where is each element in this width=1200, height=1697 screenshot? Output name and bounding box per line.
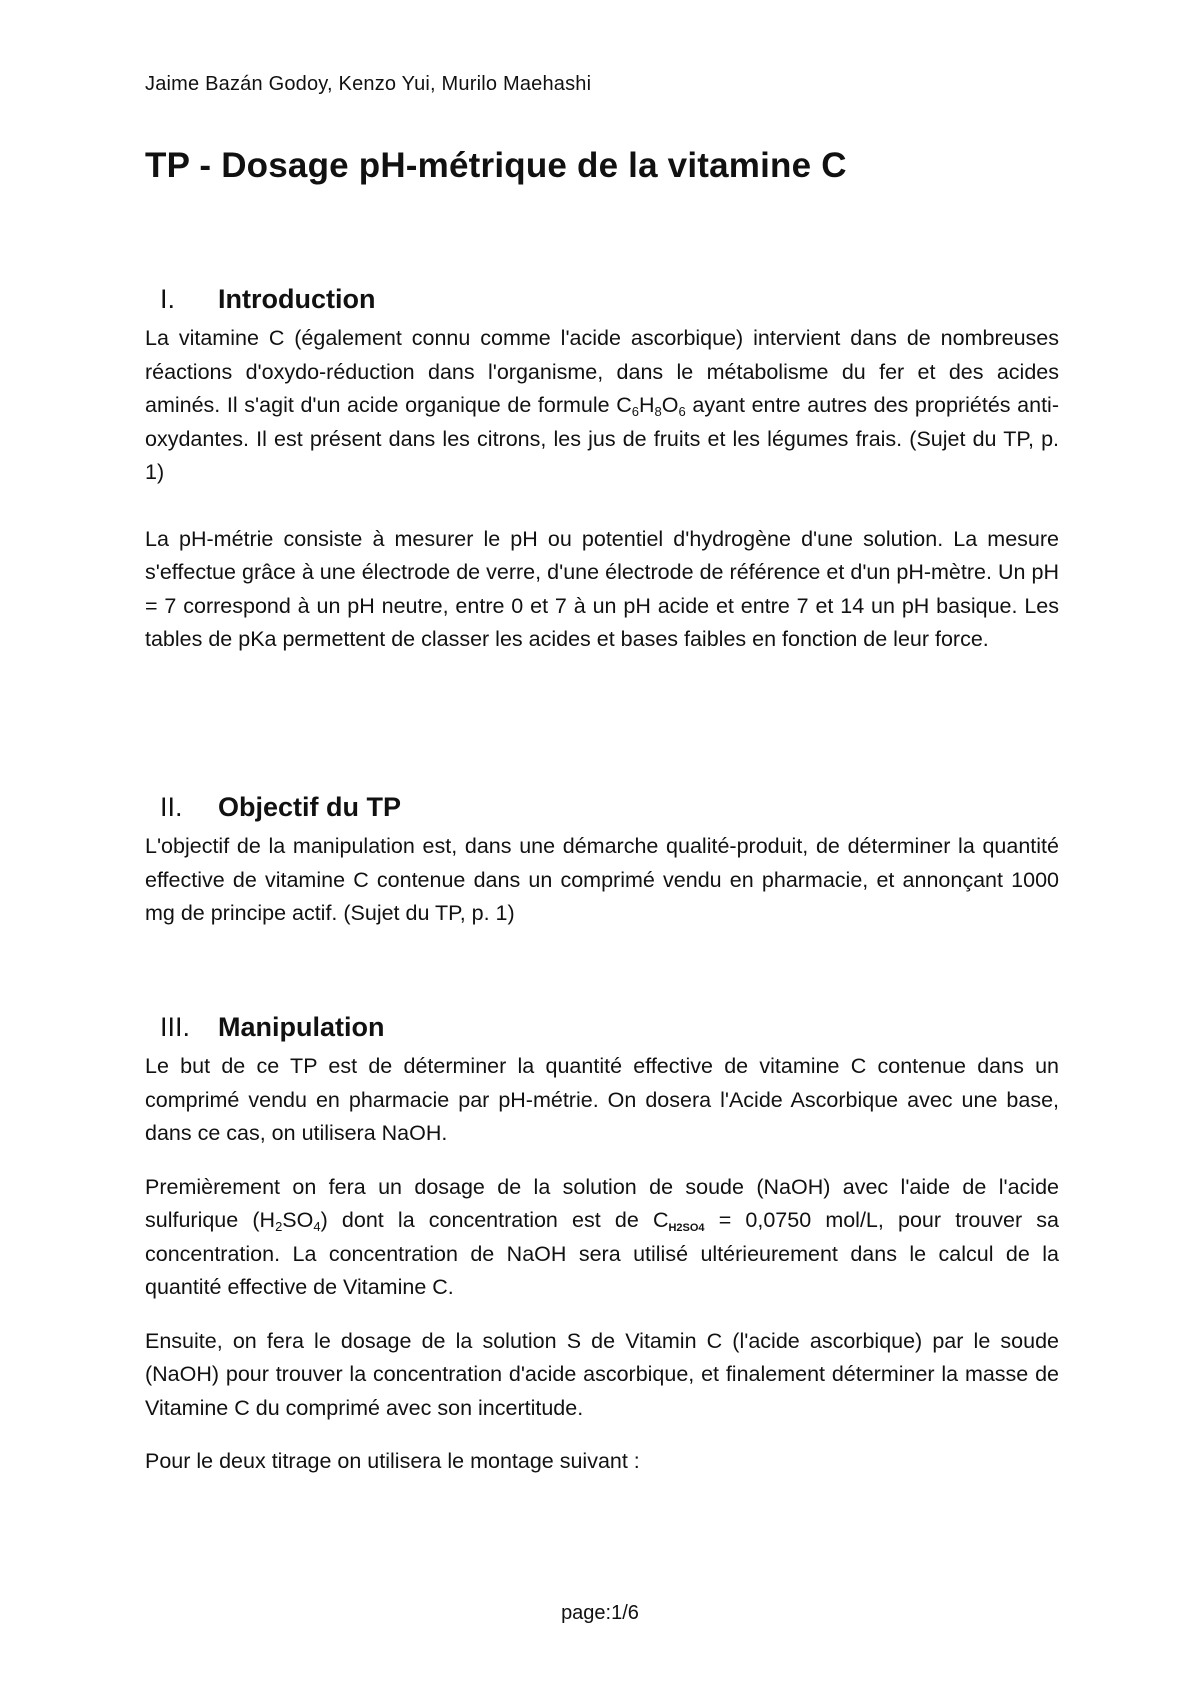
manipulation-paragraph-4: Pour le deux titrage on utilisera le montage suivant :	[145, 1449, 640, 1473]
intro-text-a: La vitamine C (également connu comme l'acide ascorbique) intervient dans de nombreuses réactions d'oxydo-réduction dans l'organisme, dans le métabolisme du fer et des acides aminés. Il s'agit d'un acide organique de formule	[145, 326, 1059, 417]
manipulation-paragraph-3: Ensuite, on fera le dosage de la solution S de Vitamin C (l'acide ascorbique) par le soude (NaOH) pour trouver la concentration d'acide ascorbique, et finalement déterminer la masse de Vitamine C du comprimé avec son incertitude.	[145, 1328, 1059, 1420]
manip-text-d: = 0,0750 mol/L, pour trouver sa concentration. La concentration de NaOH sera utilisé ultérieurement dans le calcul de la quantité effective de Vitamine C.	[145, 1208, 1059, 1299]
formula-o: O	[661, 393, 679, 417]
section-introduction	[145, 282, 1059, 657]
h2so4-h-sub: 2	[275, 1219, 283, 1234]
formula-c-sub: 6	[631, 404, 639, 419]
manipulation-paragraph-1: Le but de ce TP est de déterminer la quantité effective de vitamine C contenue dans un comprimé vendu en pharmacie par pH-métrie. On dosera l'Acide Ascorbique avec une base, dans ce cas, on utilisera NaOH.	[145, 1054, 1059, 1145]
chemical-formula	[616, 393, 686, 417]
manipulation-paragraph-2	[145, 1171, 1059, 1305]
h2so4-o-sub: 4	[313, 1219, 321, 1234]
section-heading	[145, 282, 1059, 322]
section-title: Objectif du TP	[218, 792, 402, 822]
intro-paragraph-2: La pH-métrie consiste à mesurer le pH ou potentiel d'hydrogène d'une solution. La mesure s'effectue grâce à une électrode de verre, d'une électrode de référence et d'un pH-mètre. Un pH = 7 correspond à un pH neutre, entre 0 et 7 à un pH acide et entre 7 et 14 un pH basique. Les tables de pKa permettent de classer les acides et bases faibles en fonction de leur force.	[145, 526, 1059, 651]
document-title: TP - Dosage pH-métrique de la vitamine C	[145, 146, 847, 185]
concentration-sub: H2SO4	[668, 1222, 705, 1234]
page-number: page:1/6	[561, 1602, 639, 1624]
intro-text-b: ayant entre autres des propriétés anti-oxydantes. Il est présent dans les citrons, les jus de fruits et les légumes frais. (Sujet du TP, p. 1)	[145, 393, 1059, 484]
section-heading	[145, 1010, 1059, 1050]
section-title: Introduction	[218, 284, 376, 314]
section-manipulation	[145, 1010, 1059, 1479]
authors-line: Jaime Bazán Godoy, Kenzo Yui, Murilo Maehashi	[145, 73, 592, 95]
section-number: III.	[160, 1012, 191, 1042]
section-heading	[145, 790, 1059, 830]
section-number: I.	[160, 284, 176, 314]
manip-text-c: ) dont la concentration est de C	[320, 1208, 669, 1232]
section-number: II.	[160, 792, 183, 822]
intro-paragraph-1	[145, 322, 1059, 490]
formula-h: H	[639, 393, 655, 417]
formula-c: C	[616, 393, 632, 417]
formula-o-sub: 6	[678, 404, 686, 419]
objectif-paragraph: L'objectif de la manipulation est, dans une démarche qualité-produit, de déterminer la quantité effective de vitamine C contenue dans un comprimé vendu en pharmacie, et annonçant 1000 mg de principe actif. (Sujet du TP, p. 1)	[145, 834, 1059, 925]
formula-h-sub: 8	[654, 404, 662, 419]
manip-text-b: SO	[282, 1208, 314, 1232]
section-objectif	[145, 790, 1059, 931]
section-title: Manipulation	[218, 1012, 385, 1042]
manip-text-a: Premièrement on fera un dosage de la solution de soude (NaOH) avec l'aide de l'acide sulfurique (H	[145, 1174, 1059, 1232]
